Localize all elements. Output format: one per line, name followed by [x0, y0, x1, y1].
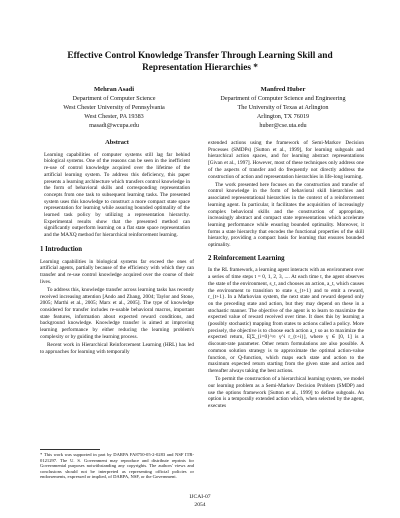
paper-title: Effective Control Knowledge Transfer Through Learning Skill and Representation Hierarchies *	[67, 51, 333, 73]
author-email: huber@cse.uta.edu	[259, 122, 307, 129]
footer-venue: IJCAI-07	[189, 494, 211, 500]
intro-paragraph: extended actions using the framework of Semi-Markov Decision Processes (SMDPs) [Sutton et al., 1999], for learning subgoals and hierarchical action spaces, and for learning abstract representations [Givan et al., 1997]. However, most of these techniques only address one of the aspects of transfer and do frequently not directly address the construction of action and representation hierarchies in life-long learning.	[208, 140, 364, 180]
author-block-asadi	[40, 85, 188, 130]
author-name: Manfred Huber	[260, 86, 306, 93]
section-heading-reinforcement-learning: 2 Reinforcement Learning	[208, 254, 285, 262]
intro-paragraph: Learning capabilities in biological systems far exceed the ones of artificial agents, partially because of the efficiency with which they can transfer and re-use control knowledge acquired over the course of their lives.	[40, 258, 194, 285]
author-block-huber	[193, 85, 373, 130]
author-location: West Chester, PA 19383	[84, 113, 144, 120]
author-institution: West Chester University of Pennsylvania	[63, 104, 165, 111]
left-column	[40, 140, 194, 357]
intro-paragraph: To address this, knowledge transfer across learning tasks has recently received increasing attention [Ando and Zhang, 2004; Taylor and Stone, 2005; Marthi et al., 2005; Marx et al., 2005]. The type of knowledge considered for transfer includes re-usable behavioral macros, important state features, information about expected reward conditions, and background knowledge. Knowledge transfer is aimed at improving learning performance by either reducing the learning problem's complexity or by guiding the learning process.	[40, 286, 194, 340]
footnote-rule	[40, 449, 100, 450]
section-heading-introduction: 1 Introduction	[40, 245, 82, 253]
author-email: masadi@wcupa.edu	[89, 122, 139, 129]
author-location: Arlington, TX 76019	[256, 113, 310, 120]
author-dept: Department of Computer Science and Engineering	[220, 95, 346, 102]
author-name: Mehran Asadi	[93, 86, 135, 93]
abstract-text: Learning capabilities of computer systems still lag far behind biological systems. One of the reasons can be seen in the inefficient re-use of control knowledge acquired over the lifetime of the artificial learning system. To address this deficiency, this paper presents a learning architecture which transfers control knowledge in the form of behavioral skills and corresponding representation concepts from one task to subsequent learning tasks. The presented system uses this knowledge to construct a more compact state space representation for learning while assuring bounded optimality of the learned task policy by utilizing a representation hierarchy. Experimental results show that the presented method can significantly outperform learning on a flat state space representation and the MAXQ method for hierarchical reinforcement learning.	[44, 151, 190, 239]
rl-paragraph: In the RL framework, a learning agent interacts with an environment over a series of time steps t = 0, 1, 2, 3, .... At each time t, the agent observes the state of the environment, s_t, and chooses an action, a_t, which causes the environment to transition to state s_{t+1} and to emit a reward, r_{t+1}. In a Markovian system, the next state and reward depend only on the preceding state and action, but they may depend on these in a stochastic manner. The objective of the agent is to learn to maximize the expected value of reward received over time. It does this by learning a (possibly stochastic) mapping from states to actions called a policy. More precisely, the objective is to choose each action a_t so as to maximize the expected return, E[Σ_{i=0}^∞ γ^i r_{t+i}], where γ ∈ [0, 1] is a discount-rate parameter. Other return formulations are also possible. A common solution strategy is to approximate the optimal action-value function, or Q-function, which maps each state and action to the maximum expected return starting from the given state and action and thereafter always taking the best actions.	[208, 267, 364, 374]
author-institution: The University of Texas at Arlington	[237, 104, 329, 111]
intro-paragraph: The work presented here focuses on the construction and transfer of control knowledge in the form of behavioral skill hierarchies and associated representational hierarchies in the context of a reinforcement learning agent. In particular, it facilitates the acquisition of increasingly complex behavioral skills and the construction of appropriate, increasingly abstract and compact state representations which accelerate learning performance while ensuring bounded optimality. Moreover, it forms a state hierarchy that encodes the functional properties of the skill hierarchy, providing a compact basis for learning that ensures bounded optimality.	[208, 181, 364, 249]
author-dept: Department of Computer Science	[72, 95, 156, 102]
abstract-heading: Abstract	[105, 139, 129, 146]
rl-paragraph: To permit the construction of a hierarchical learning system, we model our learning problem as a Semi-Markov Decision Problem (SMDP) and use the options framework [Sutton et al., 1999] to define subgoals. An option is a temporally extended action which, when selected by the agent, executes	[208, 376, 364, 410]
right-column	[208, 140, 364, 411]
page-number: 2054	[194, 502, 206, 508]
footnote: * This work was supported in part by DARPA FA8750-05-2-0283 and NSF ITR-0121297. The U. S. Government may reproduce and distribute reprints for Governmental purposes notwithstanding any copyrights. The authors' views and conclusions should not be interpreted as representing official policies or endorsements, expressed or implied, of DARPA, NSF, or the Government.	[40, 452, 194, 480]
intro-paragraph: Recent work in Hierarchical Reinforcement Learning (HRL) has led to approaches for learning with temporally	[40, 341, 194, 355]
